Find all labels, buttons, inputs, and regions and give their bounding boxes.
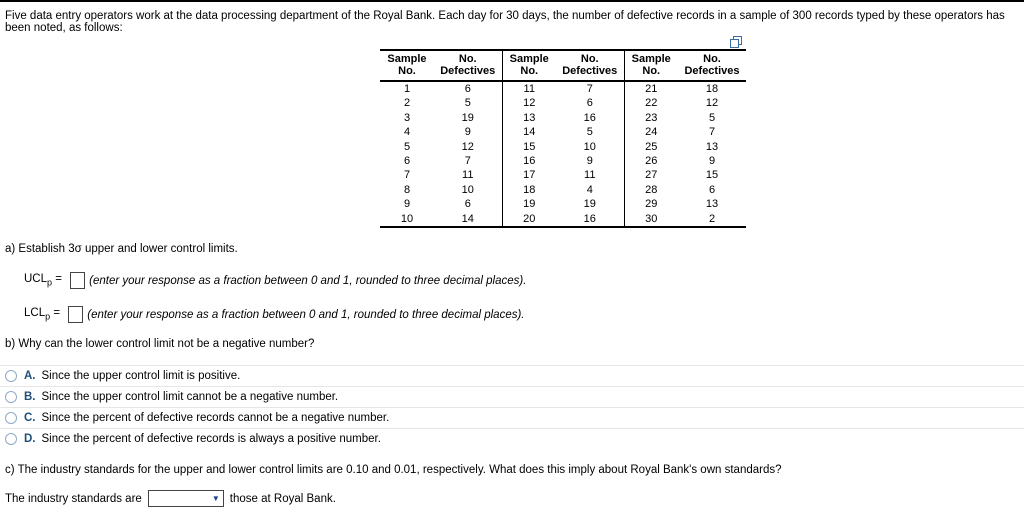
sample-no-cell: 6 [403,155,411,168]
option-letter: A. [24,370,36,383]
sample-no-cell: 30 [645,212,658,225]
sample-no-cell: 20 [523,212,536,225]
defectives-cell: 7 [708,126,716,139]
table-row [380,96,746,110]
sample-no-cell: 1 [403,83,411,95]
defectives-cell: 19 [556,197,624,211]
option-letter: B. [24,391,36,404]
part-b-heading: b) Why can the lower control limit not be a negative number? [5,338,315,351]
header-sample-no: Sample No. [502,50,556,81]
lcl-input[interactable] [68,306,83,323]
defectives-cell: 18 [705,83,719,95]
defectives-cell: 6 [556,96,624,110]
defectives-cell: 5 [556,125,624,139]
defectives-cell: 6 [434,197,502,211]
table-row [380,125,746,139]
defectives-cell: 4 [556,183,624,197]
header-sample-no: Sample No. [624,50,678,81]
option-letter: D. [24,433,36,446]
sample-no-cell: 11 [523,83,535,95]
sample-no-cell: 24 [645,126,658,139]
defectives-cell: 16 [556,111,624,125]
option-text: Since the upper control limit is positive. [41,370,241,383]
header-no-defectives: No. Defectives [434,50,502,81]
sample-no-cell: 3 [403,111,411,124]
option-row-a[interactable] [0,365,1024,386]
sample-no-cell: 27 [645,169,658,182]
defectives-cell: 5 [434,96,502,110]
table-row [380,212,746,227]
ucl-label: $UCL_p$ = [24,273,66,288]
table-row [380,183,746,197]
sample-no-cell: 25 [645,140,658,153]
defectives-cell: 9 [434,125,502,139]
sample-no-cell: 13 [523,111,536,124]
defectives-cell: 10 [556,140,624,154]
defectives-cell: 7 [556,81,624,96]
defectives-cell: 6 [708,183,716,196]
option-row-d[interactable] [0,428,1024,449]
defectives-cell: 9 [708,155,716,168]
option-row-b[interactable] [0,386,1024,407]
lcl-row [24,306,1024,323]
table-row [380,111,746,125]
sample-no-cell: 2 [403,97,411,110]
defectives-cell: 12 [705,97,719,110]
defectives-cell: 15 [705,169,719,182]
radio-button[interactable] [5,391,17,403]
defectives-cell: 11 [434,168,502,182]
sample-no-cell: 4 [403,126,411,139]
sample-no-cell: 7 [403,169,411,182]
sample-no-cell: 14 [523,126,536,139]
sample-no-cell: 9 [403,198,411,211]
sample-no-cell: 5 [403,140,411,153]
defectives-cell: 2 [708,212,716,225]
option-letter: C. [24,412,36,425]
option-text: Since the percent of defective records cannot be a negative number. [41,412,390,425]
table-row [380,140,746,154]
option-row-c[interactable] [0,407,1024,428]
ucl-row [24,272,1024,289]
sample-no-cell: 28 [645,183,658,196]
header-no-defectives: No. Defectives [678,50,746,81]
radio-button[interactable] [5,433,17,445]
defectives-cell: 13 [705,140,719,153]
table-row [380,154,746,168]
lcl-hint: (enter your response as a fraction between 0 and 1, rounded to three decimal places). [87,308,525,321]
defectives-cell: 19 [434,111,502,125]
defectives-cell: 10 [434,183,502,197]
dropdown-suffix-text: those at Royal Bank. [229,492,336,505]
defectives-cell: 9 [556,154,624,168]
sample-no-cell: 16 [523,155,536,168]
defectives-cell: 14 [434,212,502,227]
lcl-label: $LCL_p$ = [24,307,64,322]
table-row [380,168,746,182]
problem-statement: Five data entry operators work at the data processing department of the Royal Bank. Each day for 30 days, the number of defective records in a sample of 300 records typed by these operators has been noted, as follows: [5,10,1005,34]
table-header-row [380,50,746,81]
sample-no-cell: 19 [523,198,536,211]
defectives-cell: 6 [434,81,502,96]
header-no-defectives: No. Defectives [556,50,624,81]
data-table-container [380,49,748,228]
defectives-cell: 7 [434,154,502,168]
defectives-cell: 11 [556,168,624,182]
table-row [380,197,746,211]
sample-no-cell: 21 [645,83,658,95]
sample-no-cell: 18 [523,183,536,196]
chevron-down-icon: ▼ [211,493,220,503]
sample-no-cell: 15 [523,140,536,153]
option-text: Since the upper control limit cannot be a negative number. [41,391,339,404]
sample-no-cell: 23 [645,111,658,124]
defectives-cell: 16 [556,212,624,227]
sample-no-cell: 17 [523,169,536,182]
part-a-heading: a) Establish 3σ upper and lower control limits. [5,243,238,256]
part-c-heading: c) The industry standards for the upper and lower control limits are 0.10 and 0.01, respectively. What does this imply about Royal Bank's own standards? [5,464,782,477]
answer-options [0,365,1024,449]
table-row [380,81,746,96]
radio-button[interactable] [5,412,17,424]
ucl-hint: (enter your response as a fraction between 0 and 1, rounded to three decimal places). [89,274,527,287]
industry-standards-dropdown[interactable] [148,490,224,507]
sample-no-cell: 29 [645,198,658,211]
defectives-cell: 12 [434,140,502,154]
radio-button[interactable] [5,370,17,382]
part-c-answer-row [5,490,1024,507]
header-sample-no: Sample No. [380,50,434,81]
copy-icon[interactable] [730,36,742,48]
sample-no-cell: 12 [523,97,536,110]
option-text: Since the percent of defective records is always a positive number. [41,433,381,446]
sample-no-cell: 26 [645,155,658,168]
defectives-cell: 5 [708,111,716,124]
sample-no-cell: 10 [400,212,414,225]
sample-no-cell: 22 [645,97,658,110]
defectives-table [380,49,746,228]
ucl-input[interactable] [70,272,85,289]
defectives-cell: 13 [705,198,719,211]
dropdown-prefix-text: The industry standards are [5,492,142,505]
sample-no-cell: 8 [403,183,411,196]
